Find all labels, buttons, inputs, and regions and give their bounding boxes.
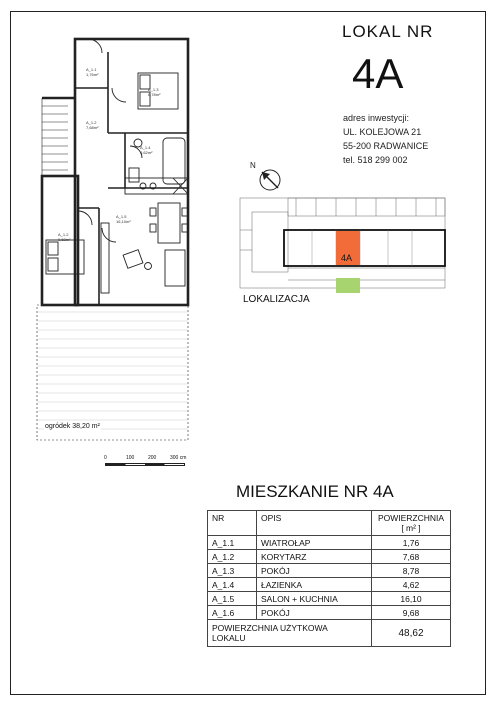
unit-room-table	[207, 510, 451, 647]
row-opis: WIATROŁAP	[257, 536, 372, 550]
row-area: 9,68	[372, 606, 451, 620]
location-label: LOKALIZACJA	[243, 294, 310, 305]
room-code-4: A_1.4	[140, 145, 151, 150]
scale-tick-100: 100	[126, 455, 135, 461]
total-value: 48,62	[372, 620, 451, 647]
north-label: N	[250, 161, 256, 170]
room-area-3: 8,78m²	[148, 92, 161, 97]
row-area: 16,10	[372, 592, 451, 606]
scale-bar	[102, 455, 192, 469]
unit-title: MIESZKANIE NR 4A	[236, 482, 394, 501]
room-code-3: A_1.3	[148, 87, 159, 92]
address-city: 55-200 RADWANICE	[343, 141, 429, 151]
lokal-number: 4A	[352, 50, 404, 97]
room-code-5: A_1.5	[116, 214, 127, 219]
location-plan	[236, 190, 466, 300]
row-nr: A_1.2	[208, 550, 257, 564]
location-unit-tag: 4A	[341, 253, 353, 263]
address-street: UL. KOLEJOWA 21	[343, 127, 422, 137]
row-area: 4,62	[372, 578, 451, 592]
table-row	[208, 564, 451, 578]
table-row	[208, 578, 451, 592]
room-code-1: A_1.1	[86, 67, 97, 72]
total-label	[208, 620, 372, 647]
row-area: 1,76	[372, 536, 451, 550]
room-area-2: 7,68m²	[86, 125, 99, 130]
scale-tick-0: 0	[104, 455, 107, 461]
room-code-2: A_1.2	[86, 120, 97, 125]
floor-plan	[28, 28, 198, 448]
col-area-label: POWIERZCHNIA	[377, 513, 445, 523]
scale-tick-300: 300 cm	[170, 455, 187, 461]
address-phone: tel. 518 299 002	[343, 155, 408, 165]
table-header-row	[208, 511, 451, 536]
lokal-title: LOKAL NR	[342, 22, 434, 41]
row-area: 7,68	[372, 550, 451, 564]
table-row	[208, 536, 451, 550]
row-opis: POKÓJ	[257, 564, 372, 578]
garden-label: ogródek 38,20 m²	[45, 423, 100, 430]
scale-tick-200: 200	[148, 455, 157, 461]
col-nr: NR	[208, 511, 257, 536]
row-opis: ŁAZIENKA	[257, 578, 372, 592]
row-opis: POKÓJ	[257, 606, 372, 620]
col-area	[372, 511, 451, 536]
col-opis: OPIS	[257, 511, 372, 536]
room-area-4: 4,62m²	[140, 150, 153, 155]
row-nr: A_1.3	[208, 564, 257, 578]
room-area-1: 1,76m²	[86, 72, 99, 77]
row-nr: A_1.5	[208, 592, 257, 606]
table-total-row	[208, 620, 451, 647]
row-nr: A_1.4	[208, 578, 257, 592]
row-nr: A_1.6	[208, 606, 257, 620]
total-label-line1: POWIERZCHNIA UŻYTKOWA	[212, 623, 328, 633]
row-opis: SALON + KUCHNIA	[257, 592, 372, 606]
table-row	[208, 606, 451, 620]
address-label: adres inwestycji:	[343, 113, 410, 123]
row-opis: KORYTARZ	[257, 550, 372, 564]
table-row	[208, 592, 451, 606]
col-area-unit: [ m² ]	[401, 523, 421, 533]
total-label-line2: LOKALU	[212, 633, 246, 643]
room-area-5: 16,10m²	[116, 219, 131, 224]
table-row	[208, 550, 451, 564]
room-area-6: 9,68m²	[58, 237, 71, 242]
row-nr: A_1.1	[208, 536, 257, 550]
row-area: 8,78	[372, 564, 451, 578]
room-code-6: A_1.2	[58, 232, 69, 237]
